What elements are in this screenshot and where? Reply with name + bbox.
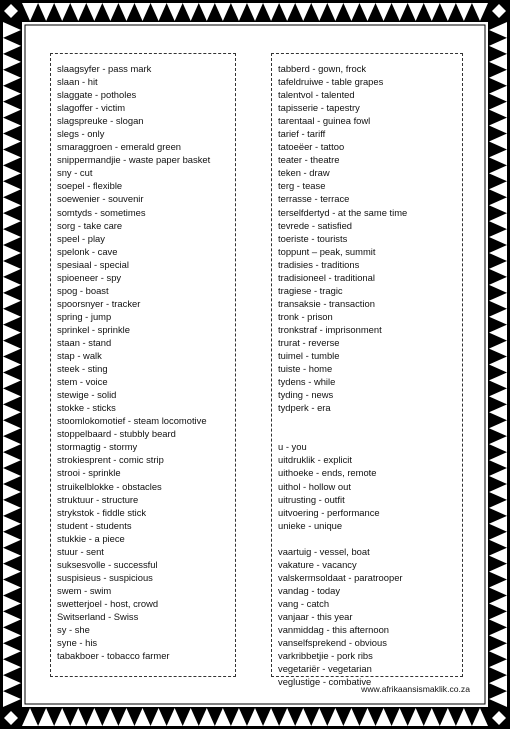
vocab-entry: stokke - sticks: [57, 402, 116, 414]
vocab-entry: teater - theatre: [278, 154, 340, 166]
vocab-entry: stukkie - a piece: [57, 532, 125, 544]
vocab-entry: terg - tease: [278, 180, 326, 192]
vocab-entry: stormagtig - stormy: [57, 441, 138, 453]
vocab-entry: vegetariër - vegetarian: [278, 663, 372, 675]
vocab-entry: valskermsoldaat - paratrooper: [278, 571, 403, 583]
vocab-entry: trurat - reverse: [278, 336, 340, 348]
vocab-entry: spelonk - cave: [57, 245, 118, 257]
vocab-entry: slaan - hit: [57, 76, 98, 88]
vocab-entry: tevrede - satisfied: [278, 219, 352, 231]
vocab-entry: terselfdertyd - at the same time: [278, 206, 408, 218]
vocab-entry: suspisieus - suspicious: [57, 571, 153, 583]
vocab-entry: toeriste - tourists: [278, 232, 348, 244]
vocab-entry: u - you: [278, 441, 307, 453]
word-list-left-panel: [50, 53, 236, 677]
vocab-entry: strokiesprent - comic strip: [57, 454, 164, 466]
vocab-entry: varkribbetjie - pork ribs: [278, 650, 373, 662]
word-list-left: [57, 62, 231, 662]
vocab-entry: struktuur - structure: [57, 493, 139, 505]
vocab-entry: staan - stand: [57, 336, 112, 348]
vocab-entry: tydperk - era: [278, 402, 331, 414]
vocab-entry: soepel - flexible: [57, 180, 123, 192]
vocab-entry: veglustige - combative: [278, 676, 372, 688]
vocab-entry: uithoeke - ends, remote: [278, 467, 377, 479]
vocab-entry: tarentaal - guinea fowl: [278, 115, 371, 127]
vocab-entry: sy - she: [57, 624, 90, 636]
vocab-entry: spoorsnyer - tracker: [57, 297, 141, 309]
vocab-entry: tabakboer - tobacco farmer: [57, 650, 170, 662]
vocab-entry: [278, 414, 458, 427]
vocab-entry: strooi - sprinkle: [57, 467, 121, 479]
vocab-entry: Switserland - Swiss: [57, 610, 139, 622]
vocab-entry: slagoffer - victim: [57, 102, 126, 114]
vocab-entry: tydens - while: [278, 376, 336, 388]
vocab-entry: soewenier - souvenir: [57, 193, 144, 205]
vocab-entry: smaraggroen - emerald green: [57, 141, 182, 153]
vocab-entry: swem - swim: [57, 584, 112, 596]
word-list-right-panel: [271, 53, 463, 688]
vocab-entry: unieke - unique: [278, 519, 343, 531]
vocab-entry: uitrusting - outfit: [278, 493, 345, 505]
vocab-entry: speel - play: [57, 232, 105, 244]
vocab-entry: tapisserie - tapestry: [278, 102, 360, 114]
vocab-entry: sprinkel - sprinkle: [57, 323, 130, 335]
vocab-entry: snippermandjie - waste paper basket: [57, 154, 211, 166]
vocab-entry: vang - catch: [278, 597, 330, 609]
vocab-entry: steek - sting: [57, 363, 108, 375]
vocab-entry: terrasse - terrace: [278, 193, 350, 205]
vocab-entry: tuimel - tumble: [278, 350, 340, 362]
vocab-entry: stoppelbaard - stubbly beard: [57, 428, 176, 440]
vocab-entry: vaartuig - vessel, boat: [278, 545, 370, 557]
vocab-entry: spioeneer - spy: [57, 271, 122, 283]
vocab-entry: student - students: [57, 519, 132, 531]
word-list-right: [278, 62, 458, 688]
vocab-entry: tradisies - traditions: [278, 258, 360, 270]
vocab-entry: slaggate - potholes: [57, 89, 137, 101]
vocab-entry: transaksie - transaction: [278, 297, 375, 309]
vocab-entry: tatoeëer - tattoo: [278, 141, 345, 153]
vocab-entry: [278, 532, 458, 545]
vocab-entry: spring - jump: [57, 310, 112, 322]
vocab-entry: suksesvolle - successful: [57, 558, 158, 570]
vocab-entry: sorg - take care: [57, 219, 123, 231]
vocab-entry: somtyds - sometimes: [57, 206, 146, 218]
vocab-entry: tafeldruiwe - table grapes: [278, 76, 384, 88]
vocab-entry: tuiste - home: [278, 363, 333, 375]
vocab-entry: stoomlokomotief - steam locomotive: [57, 415, 207, 427]
vocab-entry: tradisioneel - traditional: [278, 271, 375, 283]
vocab-entry: stewige - solid: [57, 389, 117, 401]
vocab-entry: vanselfsprekend - obvious: [278, 637, 387, 649]
vocab-entry: swetterjoel - host, crowd: [57, 597, 159, 609]
vocab-entry: vanjaar - this year: [278, 610, 353, 622]
vocab-entry: toppunt – peak, summit: [278, 245, 376, 257]
vocab-entry: [278, 427, 458, 440]
vocab-entry: slaagsyfer - pass mark: [57, 63, 152, 74]
vocab-entry: uithol - hollow out: [278, 480, 351, 492]
website-url: www.afrikaansismaklik.co.za: [361, 684, 470, 694]
vocab-entry: vandag - today: [278, 584, 341, 596]
vocab-entry: spesiaal - special: [57, 258, 129, 270]
vocab-entry: tabberd - gown, frock: [278, 63, 367, 74]
vocab-entry: vakature - vacancy: [278, 558, 357, 570]
vocab-entry: vanmiddag - this afternoon: [278, 624, 390, 636]
vocab-entry: tyding - news: [278, 389, 334, 401]
vocab-entry: slegs - only: [57, 128, 105, 140]
vocab-entry: slagspreuke - slogan: [57, 115, 144, 127]
vocab-entry: tragiese - tragic: [278, 284, 343, 296]
vocab-entry: tronkstraf - imprisonment: [278, 323, 382, 335]
vocab-entry: sny - cut: [57, 167, 93, 179]
vocab-entry: stem - voice: [57, 376, 108, 388]
vocab-entry: stap - walk: [57, 350, 102, 362]
vocab-entry: uitdruklik - explicit: [278, 454, 352, 466]
vocab-entry: uitvoering - performance: [278, 506, 380, 518]
vocab-entry: stuur - sent: [57, 545, 104, 557]
vocab-entry: teken - draw: [278, 167, 330, 179]
vocab-entry: syne - his: [57, 637, 98, 649]
vocab-entry: spog - boast: [57, 284, 109, 296]
vocab-entry: strykstok - fiddle stick: [57, 506, 147, 518]
vocab-entry: tronk - prison: [278, 310, 333, 322]
vocab-entry: tarief - tariff: [278, 128, 326, 140]
vocab-entry: struikelblokke - obstacles: [57, 480, 162, 492]
vocab-entry: talentvol - talented: [278, 89, 355, 101]
